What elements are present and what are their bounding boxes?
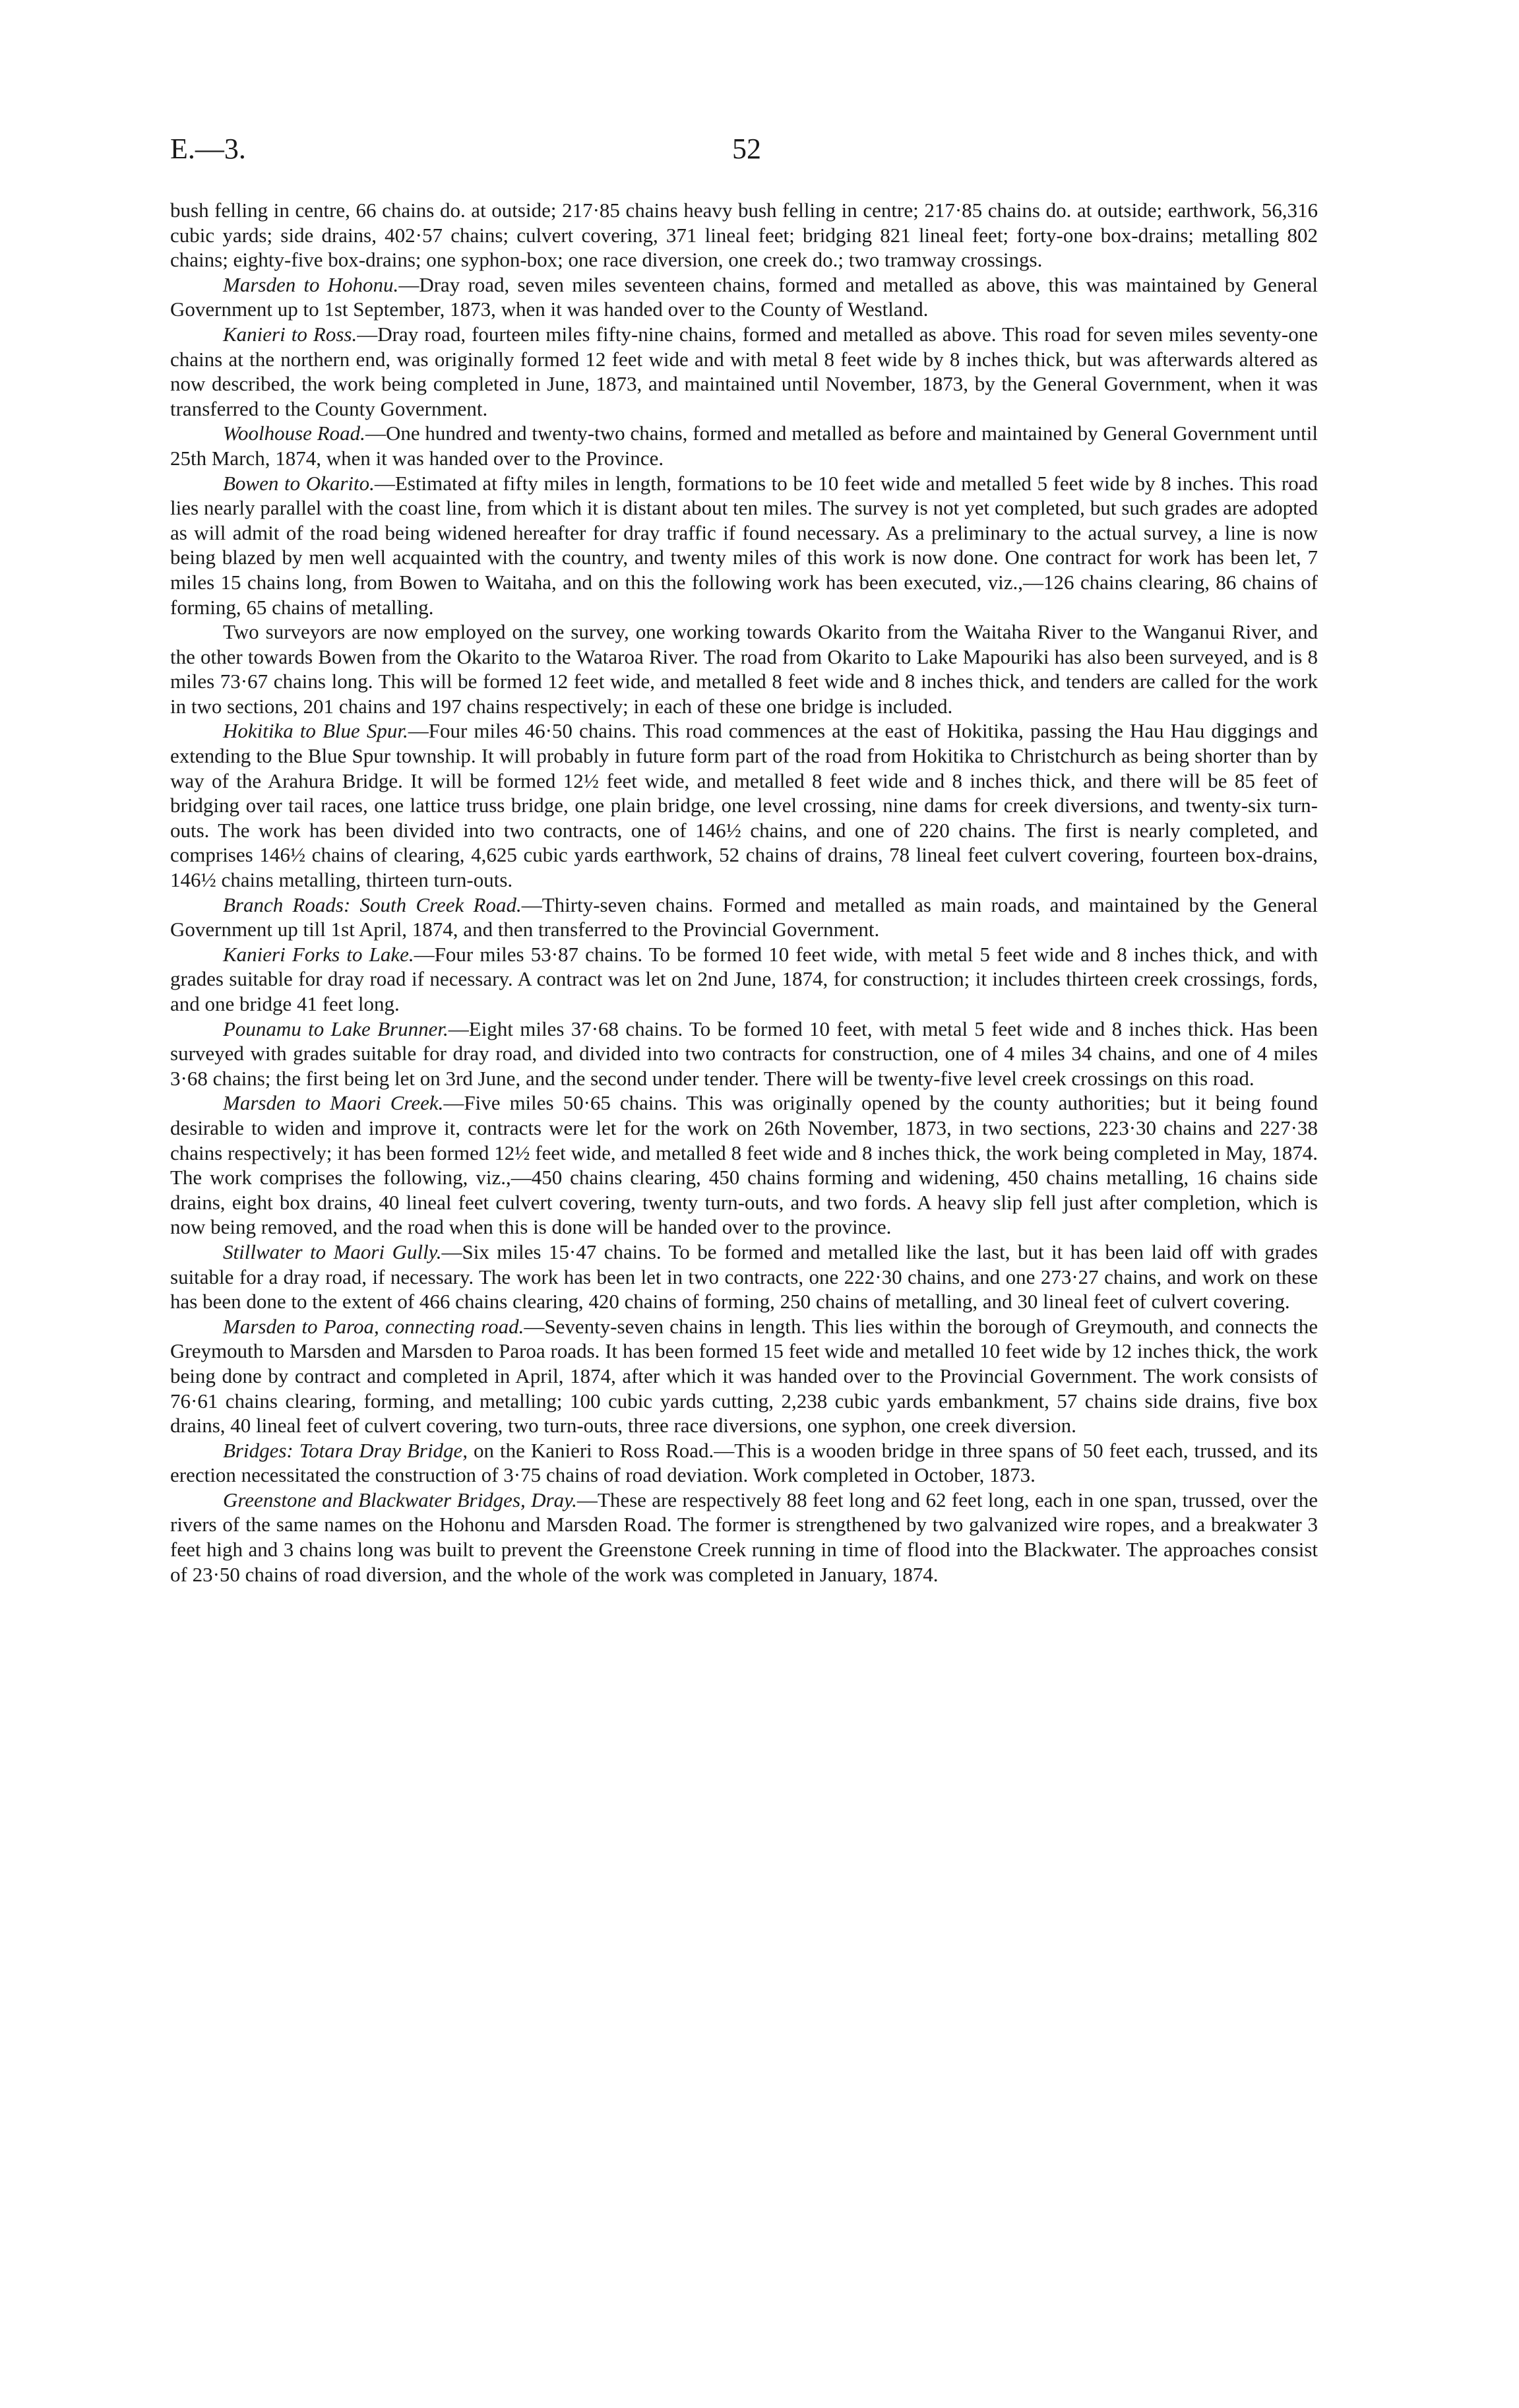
paragraph-text: on the Kanieri to Ross Road.—This is a wooden bridge in three spans of 50 feet each, trussed, and its erection necessitated the construction of 3·75 chains of road deviation. Work completed in October, 1873. (170, 1438, 1318, 1487)
paragraph-text: —Eight miles 37·68 chains. To be formed 10 feet, with metal 5 feet wide and 8 inches thick. Has been surveyed with grades suitable for dray road, and divided into two contracts for construction, one of 4 miles 34 chains, and one of 4 miles 3·68 chains; the first being let on 3rd June, and the second under tender. There will be twenty-five level creek crossings on this road. (170, 1017, 1318, 1090)
paragraph-text: —Estimated at fifty miles in length, formations to be 10 feet wide and metalled 5 feet wide by 8 inches. This road lies nearly parallel with the coast line, from which it is distant about ten miles. The survey is not yet completed, but such grades are adopted as will admit of the road being widened hereafter for dray traffic if found necessary. As a preliminary to the actual survey, a line is now being blazed by men well acquainted with the country, and twenty miles of this work is now done. One contract for work has been let, 7 miles 15 chains long, from Bowen to Waitaha, and on this the following work has been executed, viz.,—126 chains clearing, 86 chains of forming, 65 chains of metalling. (170, 471, 1318, 619)
paragraph-text: —Six miles 15·47 chains. To be formed and metalled like the last, but it has been laid off with grades suitable for a dray road, if necessary. The work has been let in two contracts, one 222·30 chains, and one 273·27 chains, and work on these has been done to the extent of 466 chains clearing, 420 chains of forming, 250 chains of metalling, and 30 lineal feet of culvert covering. (170, 1240, 1318, 1314)
paragraph-heading: Woolhouse Road. (223, 422, 365, 445)
paragraph-heading: Pounamu to Lake Brunner. (223, 1017, 449, 1040)
paragraph-heading: Greenstone and Blackwater Bridges, Dray. (223, 1488, 577, 1511)
paragraph-heading: Marsden to Maori Creek. (223, 1091, 444, 1115)
paragraph-text: —Dray road, fourteen miles fifty-nine chains, formed and metalled as above. This road for seven miles seventy-one chains at the northern end, was originally formed 12 feet wide and with metal 8 feet wide by 8 inches thick, but was afterwards altered as now described, the work being completed in June, 1873, and maintained until November, 1873, by the General Government, when it was transferred to the County Government. (170, 322, 1318, 420)
paragraph-text: Two surveyors are now employed on the survey, one working towards Okarito from the Waitaha River to the Wanganui River, and the other towards Bowen from the Okarito to the Wataroa River. The road from Okarito to Lake Mapouriki has also been surveyed, and is 8 miles 73·67 chains long. This will be formed 12 feet wide, and metalled 8 feet wide and 8 inches thick, and tenders are called for the work in two sections, 201 chains and 197 chains respectively; in each of these one bridge is included. (170, 620, 1318, 718)
paragraph (170, 1314, 1318, 1438)
paragraph-heading: Kanieri Forks to Lake. (223, 942, 414, 966)
paragraph-text: —These are respectively 88 feet long and 62 feet long, each in one span, trussed, over the rivers of the same names on the Hohonu and Marsden Road. The former is strengthened by two galvanized wire ropes, and a breakwater 3 feet high and 3 chains long was built to prevent the Greenstone Creek running in time of flood into the Blackwater. The approaches consist of 23·50 chains of road diversion, and the whole of the work was completed in January, 1874. (170, 1488, 1318, 1586)
paragraph-heading: Hokitika to Blue Spur. (223, 719, 408, 743)
paragraph (170, 1091, 1318, 1240)
paragraph-heading: Bridges: Totara Dray Bridge, (223, 1438, 468, 1462)
paragraph (170, 198, 1318, 272)
paragraph-heading: Kanieri to Ross. (223, 322, 357, 346)
paragraph (170, 893, 1318, 942)
paragraph (170, 1240, 1318, 1314)
paragraph (170, 471, 1318, 620)
paragraph (170, 1488, 1318, 1587)
paragraph (170, 942, 1318, 1017)
paragraph (170, 272, 1318, 322)
paragraph-heading: Bowen to Okarito. (223, 471, 375, 495)
paragraph-text: bush felling in centre, 66 chains do. at outside; 217·85 chains heavy bush felling in centre; 217·85 chains do. at outside; earthwork, 56,316 cubic yards; side drains, 402·57 chains; culvert covering, 371 lineal feet; bridging 821 lineal feet; forty-one box-drains; metalling 802 chains; eighty-five box-drains; one syphon-box; one race diversion, one creek do.; two tramway crossings. (170, 199, 1318, 272)
page-header (170, 132, 1318, 172)
paragraph-heading: Marsden to Hohonu. (223, 272, 399, 296)
paragraph (170, 619, 1318, 718)
paragraph-text: —Four miles 46·50 chains. This road commences at the east of Hokitika, passing the Hau Hau diggings and extending to the Blue Spur township. It will probably in future form part of the road from Hokitika to Christchurch as being shorter than by way of the Arahura Bridge. It will be formed 12½ feet wide, and metalled 8 feet wide and 8 inches thick, and there will be 85 feet of bridging over tail races, one lattice truss bridge, one plain bridge, one level crossing, nine dams for creek diversions, and twenty-six turn-outs. The work has been divided into two contracts, one of 146½ chains, and one of 220 chains. The first is nearly completed, and comprises 146½ chains of clearing, 4,625 cubic yards earthwork, 52 chains of drains, 78 lineal feet culvert covering, fourteen box-drains, 146½ chains metalling, thirteen turn-outs. (170, 719, 1318, 892)
paragraph (170, 1438, 1318, 1488)
paragraph-heading: Marsden to Paroa, connecting road. (223, 1314, 524, 1338)
body-text (170, 198, 1318, 1587)
document-reference: E.—3. (170, 133, 246, 165)
paragraph-text: —One hundred and twenty-two chains, formed and metalled as before and maintained by General Government until 25th March, 1874, when it was handed over to the Province. (170, 422, 1318, 470)
paragraph-heading: Stillwater to Maori Gully. (223, 1240, 442, 1263)
paragraph-text: —Thirty-seven chains. Formed and metalled as main roads, and maintained by the General Government up till 1st April, 1874, and then transferred to the Provincial Government. (170, 893, 1318, 941)
page-number: 52 (732, 133, 761, 165)
paragraph-text: —Four miles 53·87 chains. To be formed 10 feet wide, with metal 5 feet wide and 8 inches thick, and with grades suitable for dray road if necessary. A contract was let on 2nd June, 1874, for construction; it includes thirteen creek crossings, fords, and one bridge 41 feet long. (170, 942, 1318, 1015)
paragraph (170, 421, 1318, 470)
paragraph (170, 322, 1318, 421)
paragraph-text: —Five miles 50·65 chains. This was originally opened by the county authorities; but it being found desirable to widen and improve it, contracts were let for the work on 26th November, 1873, in two sections, 223·30 chains and 227·38 chains respectively; it has been formed 12½ feet wide, and metalled 8 feet wide and 8 inches thick, the work being completed in May, 1874. The work comprises the following, viz.,—450 chains clearing, 450 chains forming and widening, 450 chains metalling, 16 chains side drains, eight box drains, 40 lineal feet culvert covering, twenty turn-outs, and two fords. A heavy slip fell just after completion, which is now being removed, and the road when this is done will be handed over to the province. (170, 1091, 1318, 1239)
paragraph (170, 1017, 1318, 1091)
paragraph (170, 718, 1318, 892)
paragraph-text: —Seventy-seven chains in length. This lies within the borough of Greymouth, and connects the Greymouth to Marsden and Marsden to Paroa roads. It has been formed 15 feet wide and metalled 10 feet wide by 12 inches thick, the work being done by contract and completed in April, 1874, after which it was handed over to the Provincial Government. The work consists of 76·61 chains clearing, forming, and metalling; 100 cubic yards cutting, 2,238 cubic yards embankment, 57 chains side drains, five box drains, 40 lineal feet of culvert covering, two turn-outs, three race diversions, one syphon, one creek diversion. (170, 1314, 1318, 1438)
paragraph-heading: Branch Roads: South Creek Road. (223, 893, 522, 916)
paragraph-text: —Dray road, seven miles seventeen chains, formed and metalled as above, this was maintained by General Government up to 1st September, 1873, when it was handed over to the County of Westland. (170, 272, 1318, 321)
